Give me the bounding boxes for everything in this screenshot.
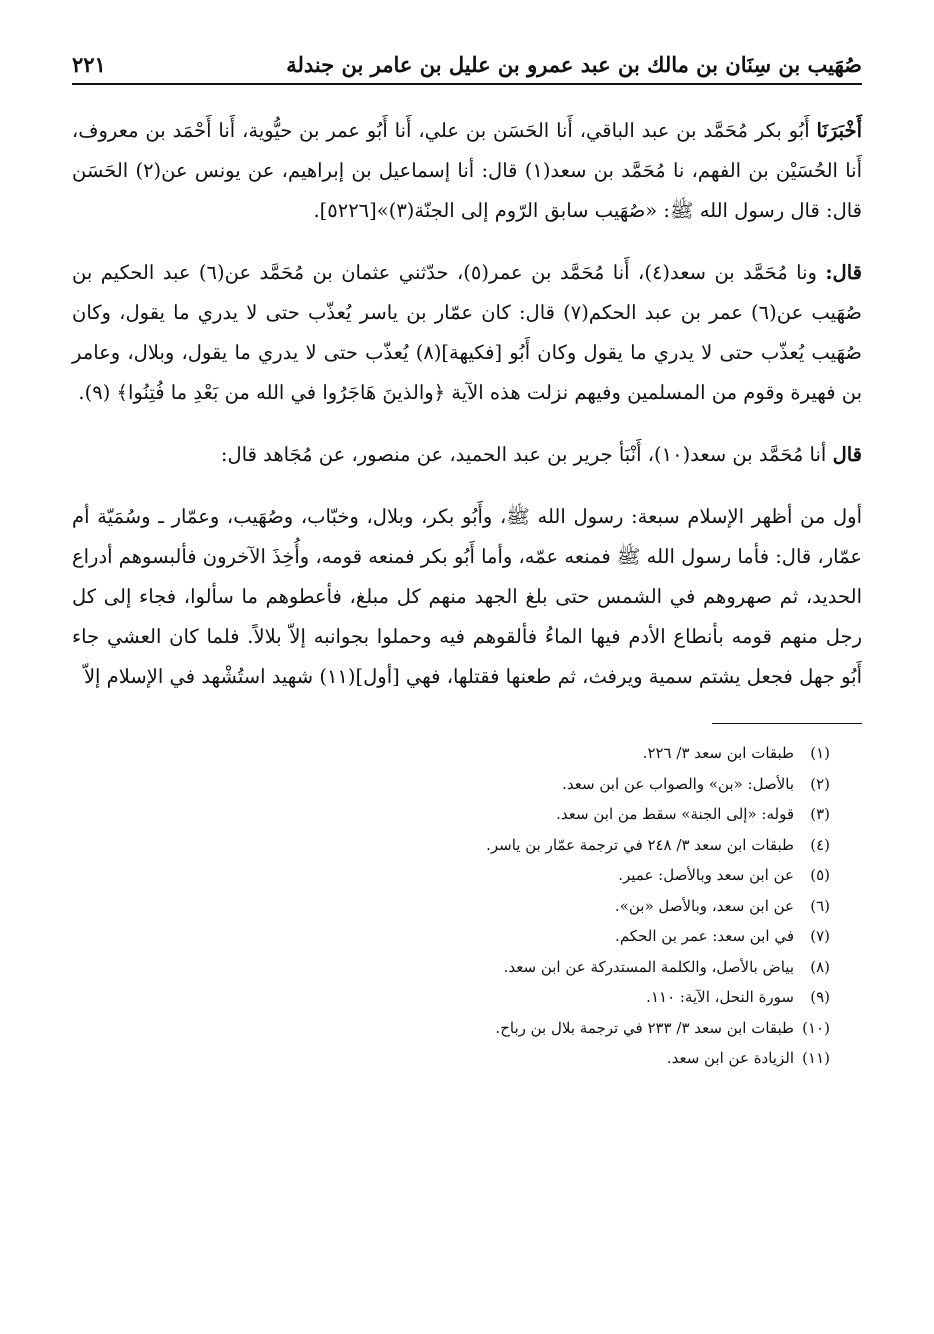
paragraph: [72, 253, 862, 413]
footnote-number: (٤): [810, 835, 830, 854]
footnote: [72, 982, 830, 1013]
paragraph-lead: قال: [832, 443, 862, 466]
footnote-text: في ابن سعد: عمر بن الحكم.: [615, 927, 794, 945]
footnote-number: (٢): [810, 774, 830, 793]
main-text: [72, 111, 862, 697]
footnote-text: طبقات ابن سعد ٣/ ٢٢٦.: [642, 744, 794, 762]
paragraph-lead: قال:: [825, 261, 862, 284]
footnote-text: الزيادة عن ابن سعد.: [666, 1049, 794, 1067]
footnotes: [72, 738, 862, 1074]
page-number: ٢٢١: [72, 52, 106, 77]
footnote-text: بالأصل: «بن» والصواب عن ابن سعد.: [562, 774, 794, 793]
footnote: [72, 769, 830, 800]
footnote: [72, 738, 830, 769]
footnote-number: (١): [810, 744, 830, 762]
footnote-number: (٨): [810, 957, 830, 976]
footnote-text: سورة النحل، الآية: ١١٠.: [646, 988, 794, 1006]
paragraph-lead: أَخْبَرَنَا: [816, 119, 863, 142]
paragraph-text: أَبُو بكر مُحَمَّد بن عبد الباقي، أَنا الحَسَن بن علي، أَنا أَبُو عمر بن حيُّوية، أَنا أَحْمَد بن معروف، أَنا الحُسَيْن بن الفهم، نا مُحَمَّد بن سعد(١) قال: أنا إسماعيل بن إبراهيم، عن يونس عن(٢) الحَسَن قال: قال رسول الله ﷺ: «صُهَيب سابق الرّوم إلى الجنّة(٣)»[٥٢٢٦].: [72, 119, 862, 222]
footnote-number: (٥): [810, 866, 830, 884]
paragraph-text: أنا مُحَمَّد بن سعد(١٠)، أَنْبَأ جرير بن عبد الحميد، عن منصور، عن مُجَاهد قال:: [220, 443, 827, 466]
paragraph: [72, 111, 862, 231]
footnote: [72, 1043, 830, 1074]
header-title: صُهَيب بن سِنَان بن مالك بن عبد عمرو بن عليل بن عامر بن جندلة: [286, 52, 862, 77]
paragraph: [72, 435, 862, 475]
footnote: [72, 860, 830, 891]
footnote-divider: [712, 723, 862, 724]
footnote-number: (٧): [810, 927, 830, 945]
footnote-text: قوله: «إلى الجنة» سقط من ابن سعد.: [556, 805, 794, 823]
running-header: [72, 52, 862, 85]
footnote-number: (١١): [802, 1049, 830, 1067]
footnote-text: طبقات ابن سعد ٣/ ٢٣٣ في ترجمة بلال بن رباح.: [495, 1018, 794, 1037]
footnote: [72, 952, 830, 983]
footnote-text: بياض بالأصل، والكلمة المستدركة عن ابن سعد.: [503, 957, 794, 976]
footnote-number: (٣): [810, 805, 830, 823]
footnote: [72, 921, 830, 952]
footnote: [72, 830, 830, 861]
footnote-text: طبقات ابن سعد ٣/ ٢٤٨ في ترجمة عمّار بن ياسر.: [486, 835, 794, 854]
footnote: [72, 799, 830, 830]
paragraph-text: ونا مُحَمَّد بن سعد(٤)، أَنا مُحَمَّد بن عمر(٥)، حدّثني عثمان بن مُحَمَّد عن(٦) عبد الحكيم بن صُهَيب عن(٦) عمر بن عبد الحكم(٧) قال: كان عمّار بن ياسر يُعذّب حتى لا يدري ما يقول، وكان صُهَيب يُعذّب حتى لا يدري ما يقول وكان أَبُو [فكيهة](٨) يُعذّب حتى لا يدري ما يقول، وبلال، وعامر بن فهيرة وقوم من المسلمين وفيهم نزلت هذه الآية ﴿والذينَ هَاجَرُوا في الله من بَعْدِ ما فُتِنُوا﴾ (٩).: [72, 261, 862, 404]
footnote: [72, 891, 830, 922]
paragraph: [72, 497, 862, 697]
footnote: [72, 1013, 830, 1044]
footnote-number: (١٠): [802, 1018, 830, 1037]
footnote-number: (٦): [810, 896, 830, 915]
footnote-text: عن ابن سعد، وبالأصل «بن».: [614, 896, 794, 915]
footnote-text: عن ابن سعد وبالأصل: عمير.: [618, 866, 794, 884]
page: [72, 52, 862, 1074]
paragraph-text: أول من أظهر الإسلام سبعة: رسول الله ﷺ، وأَبُو بكر، وبلال، وخبّاب، وصُهَيب، وعمّار ـ وسُمَيّة أم عمّار، قال: فأما رسول الله ﷺ فمنعه عمّه، وأما أَبُو بكر فمنعه قومه، وأُخِذَ الآخرون فألبسوهم أدراع الحديد، ثم صهروهم في الشمس حتى بلغ الجهد منهم كل مبلغ، فأعطوهم ما سألوا، فجاء إلى كل رجل منهم قومه بأنطاع الأدم فيها الماءُ فألقوهم فيه وحملوا بجوانبه إلاّ بلالاً. فلما كان العشي جاء أَبُو جهل فجعل يشتم سمية ويرفث، ثم طعنها فقتلها، فهي [أول](١١) شهيد استُشْهد في الإسلام إلاّ: [72, 505, 862, 688]
footnote-number: (٩): [810, 988, 830, 1006]
